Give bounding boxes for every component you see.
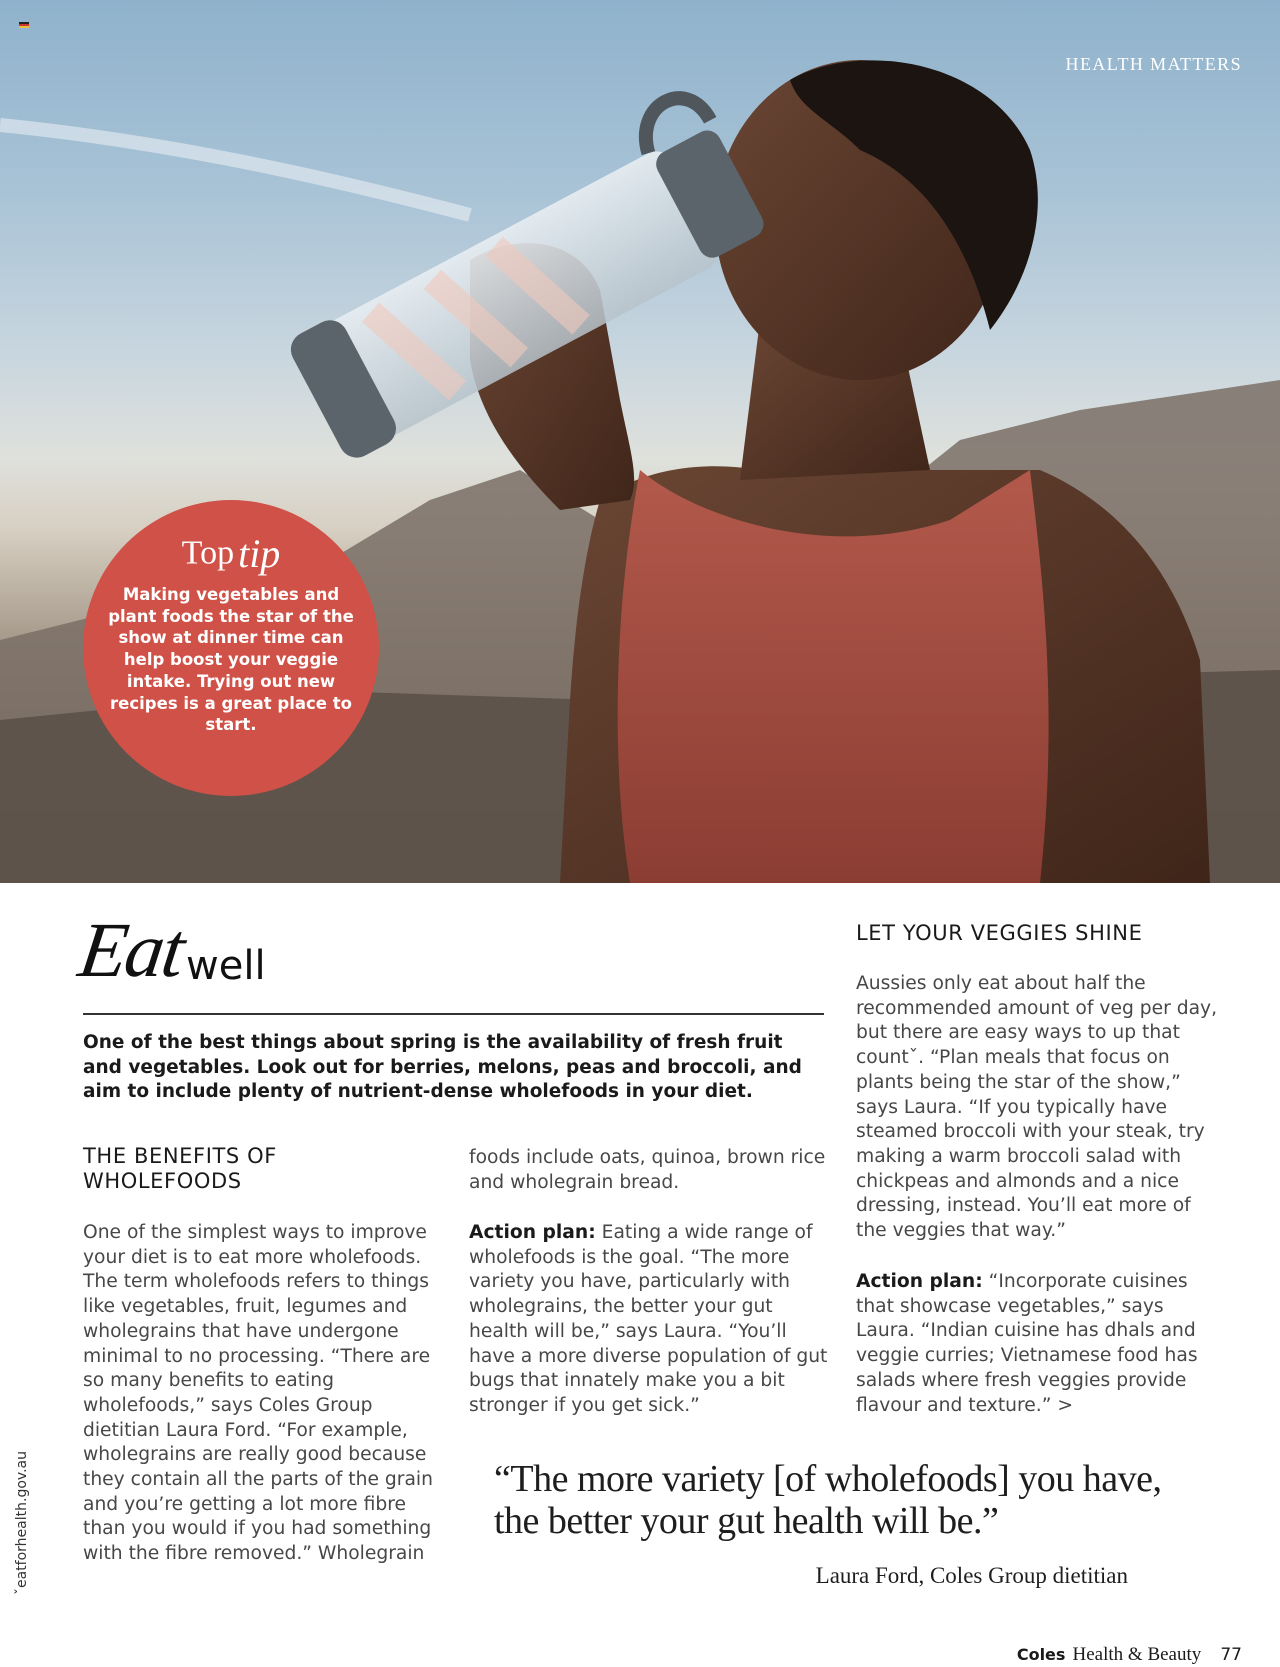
veggies-action-plan: [856, 1270, 1226, 1418]
article-title: [73, 905, 380, 1005]
footer-magazine: Health & Beauty: [1072, 1644, 1202, 1665]
tip-title-script: tip: [238, 531, 281, 576]
veggies-paragraph: Aussies only eat about half the recommended amount of veg per day, but there are easy ways to up that countˇ. “Plan meals that focus on plants being the star of the show,” says Laura. “If you typically have steamed broccoli with your steak, try making a warm broccoli salad with chickpeas and almonds and a nice dressing, instead. You’ll eat more of the veggies that way.”: [856, 973, 1218, 1242]
tip-title-plain: Top: [181, 534, 235, 572]
article-intro: One of the best things about spring is the availability of fresh fruit and vegetables. Look out for berries, melons, peas and broccoli, and aim to include plenty of nutrient-dense wholefoods in your diet.: [83, 1032, 802, 1102]
action-plan-text: Eating a wide range of wholefoods is the goal. “The more variety you have, particularly with wholegrains, the better your gut health will be,” says Laura. “You’ll have a more diverse population of gut bugs that innately make you a bit stronger if you get sick.”: [469, 1222, 828, 1416]
benefits-paragraph: One of the simplest ways to improve your diet is to eat more wholefoods. The term wholefoods refers to things like vegetables, fruit, legumes and wholegrains that have undergone minimal to no processing. “There are so many benefits to eating wholefoods,” says Coles Group dietitian Laura Ford. “For example, wholegrains are really good because they contain all the parts of the grain and you’re getting a lot more fibre than you would if you had something with the fibre removed.” Wholegrain: [83, 1222, 433, 1565]
source-footnote: ˇeatforhealth.gov.au: [14, 1450, 30, 1595]
benefits-action-plan: [469, 1221, 829, 1419]
benefits-heading: THE BENEFITS OF WHOLEFOODS: [83, 1144, 277, 1193]
title-script-word: Eat: [73, 906, 189, 993]
language-flag-icon: [19, 22, 29, 28]
footer-brand: Coles: [1016, 1645, 1066, 1664]
veggies-heading: LET YOUR VEGGIES SHINE: [856, 921, 1143, 945]
top-tip-badge: [83, 500, 379, 796]
title-divider: [83, 1013, 824, 1015]
tip-title: [83, 530, 379, 582]
action-plan-text: “Incorporate cuisines that showcase vegetables,” says Laura. “Indian cuisine has dhals and veggie curries; Vietnamese food has salads where fresh veggies provide flavour and texture.” >: [856, 1271, 1198, 1416]
tip-body: Making vegetables and plant foods the star of the show at dinner time can help boost your veggie intake. Trying out new recipes is a great place to start.: [108, 585, 354, 735]
action-plan-label: Action plan:: [469, 1222, 596, 1243]
action-plan-label: Action plan:: [856, 1271, 983, 1292]
quote-attribution: Laura Ford, Coles Group dietitian: [815, 1563, 1128, 1588]
title-plain-word: well: [186, 943, 266, 989]
page-number: 77: [1220, 1645, 1242, 1665]
cloud-streak: [0, 125, 470, 215]
benefits-continued: foods include oats, quinoa, brown rice and wholegrain bread.: [469, 1147, 826, 1193]
section-label: HEALTH MATTERS: [1065, 54, 1242, 74]
pull-quote: “The more variety [of wholefoods] you have, the better your gut health will be.”: [494, 1458, 1162, 1542]
page-footer: [1017, 1644, 1242, 1664]
